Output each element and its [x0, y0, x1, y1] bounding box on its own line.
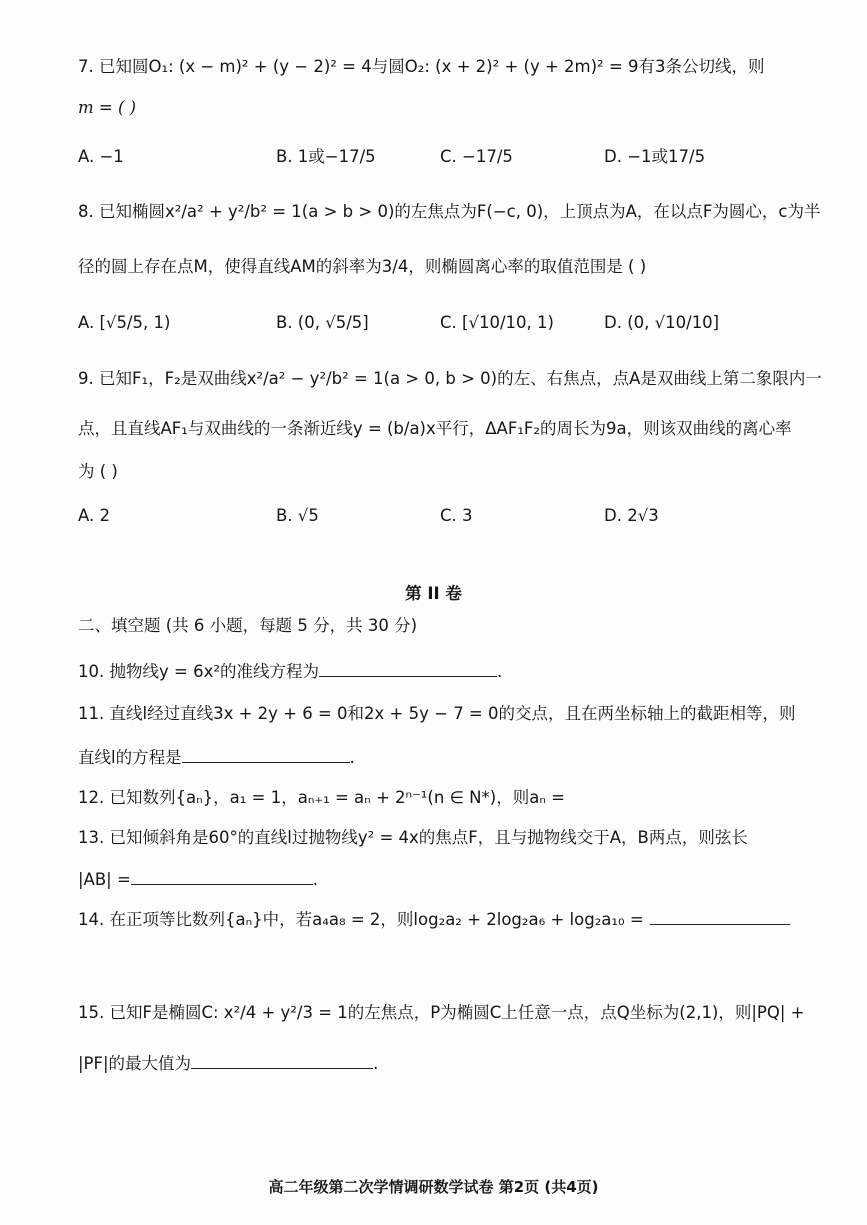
q13-prompt: |AB| = — [78, 870, 131, 889]
q11-answer-blank[interactable] — [182, 746, 350, 763]
q13-line1: 13. 已知倾斜角是60°的直线l过抛物线y² = 4x的焦点F，且与抛物线交于A，B两点，则弦长 — [78, 828, 748, 847]
q14-prompt: 14. 在正项等比数列{aₙ}中，若a₄a₈ = 2，则log₂a₂ + 2log₂a₆ + log₂a₁₀ = — [78, 910, 644, 929]
q9-option-d: D. 2√3 — [604, 506, 659, 525]
q14-text — [78, 908, 790, 931]
q11-line2 — [78, 746, 355, 769]
q7-option-d: D. −1或17/5 — [604, 147, 706, 166]
q9-line3: 为 ( ) — [78, 462, 118, 481]
q13-end: . — [312, 870, 319, 889]
q15-answer-blank[interactable] — [191, 1052, 373, 1069]
q7-option-c: C. −17/5 — [440, 147, 513, 166]
q7-option-a: A. −1 — [78, 147, 124, 166]
q7-line1: 7. 已知圆O₁: (x − m)² + (y − 2)² = 4与圆O₂: (x + 2)² + (y + 2m)² = 9有3条公切线，则 — [78, 57, 765, 76]
q8-option-b: B. (0, √5/5] — [276, 313, 369, 332]
q13-answer-blank[interactable] — [131, 868, 313, 885]
q10-answer-blank[interactable] — [319, 660, 497, 677]
q7-option-b: B. 1或−17/5 — [276, 147, 376, 166]
q14-answer-blank[interactable] — [650, 908, 790, 925]
q8-line2: 径的圆上存在点M，使得直线AM的斜率为3/4，则椭圆离心率的取值范围是 ( ) — [78, 257, 647, 276]
q9-line2: 点，且直线AF₁与双曲线的一条渐近线y = (b/a)x平行，ΔAF₁F₂的周长为9a，则该双曲线的离心率 — [78, 419, 792, 438]
q8-option-a: A. [√5/5, 1) — [78, 313, 171, 332]
q8-line1: 8. 已知椭圆x²/a² + y²/b² = 1(a > b > 0)的左焦点为F(−c, 0)，上顶点为A，在以点F为圆心，c为半 — [78, 202, 821, 221]
q10-end: . — [496, 662, 503, 681]
q7-line2: m = ( ) — [78, 98, 137, 117]
q8-option-c: C. [√10/10, 1) — [440, 313, 554, 332]
q9-option-b: B. √5 — [276, 506, 319, 525]
q15-line2 — [78, 1052, 378, 1075]
q10-text — [78, 660, 502, 683]
section-title: 第 II 卷 — [405, 584, 462, 603]
q15-prompt: |PF|的最大值为 — [78, 1054, 192, 1073]
q15-line1: 15. 已知F是椭圆C: x²/4 + y²/3 = 1的左焦点，P为椭圆C上任意一点，点Q坐标为(2,1)，则|PQ| + — [78, 1003, 805, 1022]
page-footer: 高二年级第二次学情调研数学试卷 第2页 (共4页) — [268, 1178, 599, 1196]
q9-line1: 9. 已知F₁，F₂是双曲线x²/a² − y²/b² = 1(a > 0, b > 0)的左、右焦点，点A是双曲线上第二象限内一 — [78, 369, 822, 388]
q11-line1: 11. 直线l经过直线3x + 2y + 6 = 0和2x + 5y − 7 = 0的交点，且在两坐标轴上的截距相等，则 — [78, 704, 796, 723]
q9-option-a: A. 2 — [78, 506, 110, 525]
q11-prompt: 直线l的方程是 — [78, 748, 182, 767]
q9-option-c: C. 3 — [440, 506, 473, 525]
q12-text: 12. 已知数列{aₙ}，a₁ = 1，aₙ₊₁ = aₙ + 2ⁿ⁻¹(n ∈ N*)，则aₙ = — [78, 788, 565, 807]
q13-line2 — [78, 868, 318, 891]
q15-end: . — [373, 1054, 379, 1073]
section-heading: 二、填空题 (共 6 小题，每题 5 分，共 30 分) — [78, 616, 418, 635]
q11-end: . — [349, 748, 355, 767]
q10-prompt: 10. 抛物线y = 6x²的准线方程为 — [78, 662, 319, 681]
q8-option-d: D. (0, √10/10] — [604, 313, 720, 332]
